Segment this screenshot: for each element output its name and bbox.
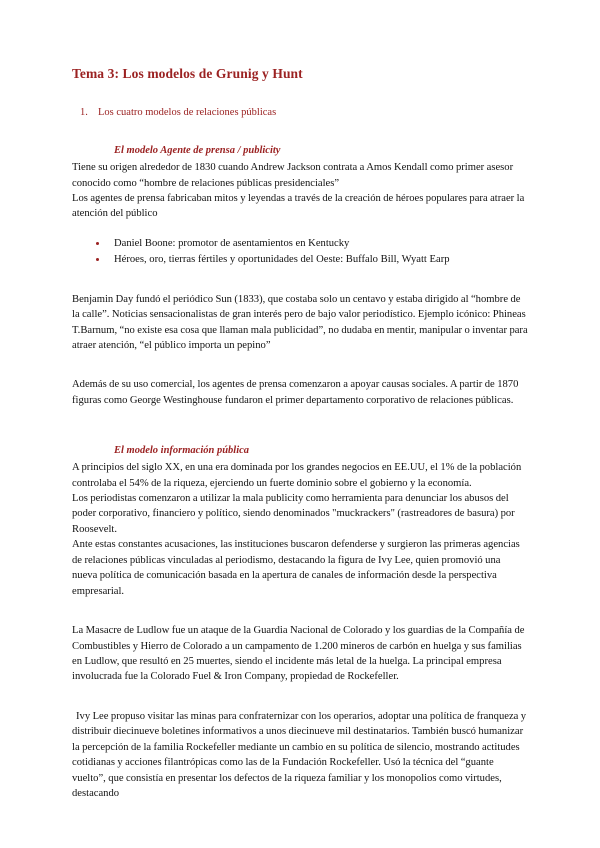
section-2-paragraph-2: Los periodistas comenzaron a utilizar la mala publicity como herramienta para denunciar los abusos del poder corporativo, financiero y político, siendo denominados "muckrackers" (rastreadores de basura) por Roosevelt. — [72, 492, 515, 535]
section-1-paragraph-1: Tiene su origen alrededor de 1830 cuando Andrew Jackson contrata a Amos Kendall como primer asesor conocido como “hombre de relaciones públicas presidenciales” — [72, 162, 514, 189]
spacer — [72, 134, 528, 144]
list-item-label: Héroes, oro, tierras fértiles y oportunidades del Oeste: Buffalo Bill, Wyatt Earp — [114, 253, 450, 265]
outline-item-1-label: Los cuatro modelos de relaciones públicas — [98, 107, 277, 119]
section-heading-informacion-publica: El modelo información pública — [114, 445, 250, 457]
list-item — [72, 252, 528, 268]
page-title: Tema 3: Los modelos de Grunig y Hunt — [72, 66, 303, 81]
spacer — [72, 367, 528, 377]
section-heading-agente-de-prensa: El modelo Agente de prensa / publicity — [114, 145, 281, 157]
section-2-paragraph-ivy-lee: Ivy Lee propuso visitar las minas para confraternizar con los operarios, adoptar una política de franqueza y distribuir diecinueve boletines informativos a unos diecinueve mil destinatarios. También buscó humanizar la percepción de la familia Rockefeller mediante un cambio en su política de silencio, mostrando actitudes cotidianas y acciones filantrópicas como las de la Fundación Rockefeller. Usó la técnica del “guante vuelto”, que consistía en presentar los defectos de la riqueza familiar y los monopolios como virtudes, destacando — [72, 710, 527, 800]
section-2-paragraph-3: Ante estas constantes acusaciones, las instituciones buscaron defenderse y surgieron las primeras agencias de relaciones públicas vinculadas al periodismo, destacando la figura de Ivy Lee, quien promovió una nueva política de comunicación basada en la apertura de canales de información desde la perspectiva empresarial. — [72, 539, 520, 597]
section-1-bullet-list — [72, 236, 528, 268]
spacer — [72, 613, 528, 623]
spacer — [72, 282, 528, 292]
spacer — [72, 422, 528, 444]
list-item-label: Daniel Boone: promotor de asentamientos en Kentucky — [114, 237, 350, 249]
section-2-paragraph-1: A principios del siglo XX, en una era dominada por los grandes negocios en EE.UU, el 1% de la población controlaba el 54% de la riqueza, ejerciendo un fuerte dominio sobre el gobierno y la economía. — [72, 462, 522, 489]
list-item — [72, 236, 528, 252]
spacer — [72, 699, 528, 709]
section-1-paragraph-2: Los agentes de prensa fabricaban mitos y leyendas a través de la creación de héroes populares para atraer la atención del público — [72, 192, 525, 220]
section-1-paragraph-uso-comercial: Además de su uso comercial, los agentes de prensa comenzaron a apoyar causas sociales. A partir de 1870 figuras como George Westinghouse fundaron el primer departamento corporativo de relaciones públicas. — [72, 379, 519, 406]
section-2-paragraph-ludlow: La Masacre de Ludlow fue un ataque de la Guardia Nacional de Colorado y los guardias de la Compañía de Combustibles y Hierro de Colorado a un campamento de 1.200 mineros de carbón en huelga y sus familias en Ludlow, que resultó en 25 muertes, siendo el incidente más letal de la huelga. La principal empresa involucrada fue la Colorado Fuel & Iron Company, propiedad de Rockefeller. — [72, 625, 525, 683]
outline-item-1 — [72, 106, 528, 120]
outline-item-1-number: 1. — [80, 107, 88, 119]
outline-numbered-list — [72, 106, 528, 120]
bullet-dot-icon — [96, 242, 99, 245]
section-1-paragraph-benjamin-day: Benjamin Day fundó el periódico Sun (1833), que costaba solo un centavo y estaba dirigido al “hombre de la calle”. Noticias sensacionalistas de gran interés pero de bajo valor periodístico. Ejemplo icónico: Phineas T.Barnum, “no existe esa cosa que llaman mala publicidad”, no dudaba en mentir, manipular o inventar para atraer atención, “el público importa un pepino” — [72, 293, 528, 351]
bullet-dot-icon — [96, 258, 99, 261]
